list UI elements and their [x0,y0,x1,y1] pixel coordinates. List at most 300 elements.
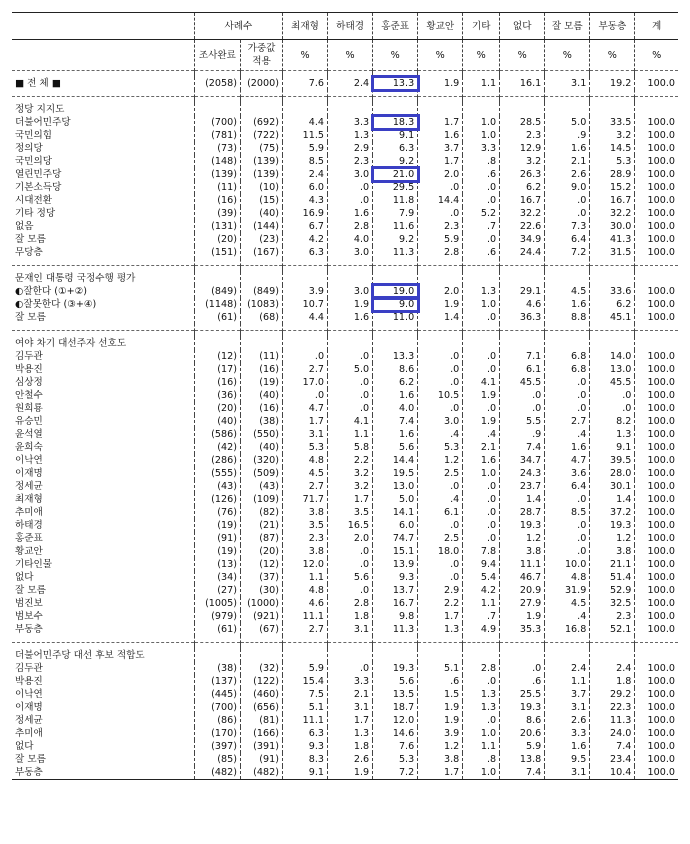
value-cell: .0 [463,519,500,532]
survey-count: (16) [194,194,240,207]
row-label: 범진보 [15,598,43,609]
value-cell: 14.4 [418,194,463,207]
value-cell: 8.6 [500,714,545,727]
value-cell: 5.6 [373,675,418,688]
value-cell: 5.3 [590,155,635,168]
row-label: 이재명 [15,468,43,479]
survey-count: (19) [194,545,240,558]
value-cell: 45.5 [590,376,635,389]
value-cell: 3.0 [418,415,463,428]
value-cell: 19.5 [373,467,418,480]
value-cell: 2.4 [328,77,373,90]
value-cell: .6 [463,168,500,181]
value-cell: 5.1 [282,701,327,714]
value-cell: 10.4 [590,766,635,780]
value-cell: 1.9 [463,389,500,402]
row-label: 범보수 [15,611,43,622]
value-cell: 19.3 [500,701,545,714]
value-cell: 13.3 [373,350,418,363]
value-cell: 33.5 [590,116,635,129]
value-cell: .0 [418,207,463,220]
survey-count: (397) [194,740,240,753]
survey-count: (13) [194,558,240,571]
value-cell: .0 [418,558,463,571]
value-cell: 26.3 [500,168,545,181]
value-cell: 100.0 [635,220,678,233]
value-cell: 14.0 [590,350,635,363]
section-title-row [12,649,678,662]
row-label: 유승민 [15,416,43,427]
survey-count: (86) [194,714,240,727]
value-cell: 3.3 [545,727,590,740]
value-cell: 4.8 [282,454,327,467]
weighted-count: (167) [240,246,282,259]
table-row [12,155,678,168]
value-cell: 5.4 [463,571,500,584]
weighted-count: (81) [240,714,282,727]
value-cell: 13.7 [373,584,418,597]
section-title-row [12,103,678,116]
value-cell: 4.9 [463,623,500,636]
value-cell: .0 [328,584,373,597]
value-cell: .9 [545,129,590,142]
table-row [12,727,678,740]
blank-cell [282,649,327,662]
value-cell: 1.1 [463,740,500,753]
value-cell: 100.0 [635,363,678,376]
value-cell: 4.3 [282,194,327,207]
value-cell: 100.0 [635,467,678,480]
value-cell: .0 [545,493,590,506]
value-cell: 1.0 [463,116,500,129]
table-row [12,714,678,727]
unit-header: % [418,40,463,71]
value-cell: 100.0 [635,285,678,298]
value-cell: 3.1 [545,701,590,714]
survey-count: (12) [194,350,240,363]
value-cell: 10.0 [545,558,590,571]
survey-count: (20) [194,233,240,246]
value-cell: 100.0 [635,597,678,610]
value-cell: 29.1 [500,285,545,298]
value-cell: .9 [500,428,545,441]
survey-count: (27) [194,584,240,597]
value-cell: 8.3 [282,753,327,766]
crosstab-table [12,12,678,780]
row-label: 안철수 [15,390,43,401]
survey-count: (39) [194,207,240,220]
blank-cell [328,272,373,285]
value-cell: 6.0 [373,519,418,532]
value-cell: .0 [463,181,500,194]
value-cell: .0 [418,571,463,584]
value-cell: 24.0 [590,727,635,740]
table-row [12,233,678,246]
survey-count: (482) [194,766,240,780]
value-cell: 12.0 [373,714,418,727]
survey-count: (1148) [194,298,240,311]
row-label: 추미애 [15,507,43,518]
survey-count: (781) [194,129,240,142]
value-cell: 14.4 [373,454,418,467]
value-cell: 14.1 [373,506,418,519]
value-cell: 2.6 [545,168,590,181]
section-title: 더불어민주당 대선 후보 적합도 [15,650,145,661]
weighted-count: (15) [240,194,282,207]
weighted-count: (2000) [240,77,282,90]
value-cell: 1.3 [590,428,635,441]
weighted-count: (692) [240,116,282,129]
blank-cell [463,272,500,285]
value-cell: 1.7 [328,714,373,727]
value-cell: 100.0 [635,142,678,155]
weighted-count: (139) [240,168,282,181]
table-row [12,389,678,402]
value-cell: 4.8 [545,571,590,584]
value-cell: 52.9 [590,584,635,597]
value-cell: 100.0 [635,246,678,259]
value-cell: .0 [282,389,327,402]
table-row [12,545,678,558]
survey-count: (1005) [194,597,240,610]
survey-count: (38) [194,662,240,675]
value-cell: 3.2 [328,480,373,493]
value-cell: 100.0 [635,558,678,571]
value-cell: 1.3 [328,727,373,740]
value-cell: 1.3 [463,285,500,298]
value-cell: 8.6 [373,363,418,376]
value-cell: 9.3 [373,571,418,584]
weighted-count: (82) [240,506,282,519]
survey-count: (61) [194,311,240,324]
table-row [12,415,678,428]
value-cell: 11.1 [282,714,327,727]
value-cell: 9.1 [373,129,418,142]
table-row [12,168,678,181]
weighted-count: (21) [240,519,282,532]
blank-cell [373,649,418,662]
table-row [12,220,678,233]
section-title: 정당 지지도 [15,104,65,115]
value-cell: 16.9 [282,207,327,220]
value-cell: 1.3 [463,701,500,714]
value-cell: 1.4 [418,311,463,324]
value-cell: .0 [328,545,373,558]
table-row [12,142,678,155]
value-cell: 1.8 [328,740,373,753]
row-label: 더불어민주당 [15,117,71,128]
value-cell: 1.7 [282,415,327,428]
case-count-header: 사례수 [194,13,282,40]
value-cell: 9.1 [590,441,635,454]
col-header: 없다 [500,13,545,40]
blank-cell [463,103,500,116]
value-cell: 14.5 [590,142,635,155]
value-cell: 100.0 [635,740,678,753]
survey-count: (34) [194,571,240,584]
survey-count: (43) [194,480,240,493]
value-cell: 2.2 [418,597,463,610]
value-cell: 7.4 [373,415,418,428]
value-cell: 2.1 [328,688,373,701]
value-cell: 9.2 [373,233,418,246]
value-cell: 3.1 [328,623,373,636]
value-cell: .0 [500,402,545,415]
value-cell: 11.6 [373,220,418,233]
table-row [12,623,678,636]
row-label: 무당층 [15,247,43,258]
value-cell: 100.0 [635,623,678,636]
value-cell: 28.0 [590,467,635,480]
table-row [12,688,678,701]
value-cell: 22.3 [590,701,635,714]
value-cell: 100.0 [635,688,678,701]
table-row [12,363,678,376]
value-cell: 2.4 [545,662,590,675]
value-cell: .0 [463,363,500,376]
value-cell: .0 [545,545,590,558]
unit-header: % [282,40,327,71]
value-cell: 3.2 [328,467,373,480]
value-cell: 3.5 [282,519,327,532]
weighted-count: (139) [240,155,282,168]
survey-count: (2058) [194,77,240,90]
value-cell: .0 [418,181,463,194]
value-cell: 35.3 [500,623,545,636]
row-label: ■ 전 체 ■ [15,78,61,89]
value-cell: 32.2 [500,207,545,220]
value-cell: 6.7 [282,220,327,233]
row-label: 정세균 [15,715,43,726]
survey-count: (137) [194,675,240,688]
value-cell: 1.6 [328,207,373,220]
value-cell: 10.7 [282,298,327,311]
value-cell: 11.1 [282,610,327,623]
weighted-count: (656) [240,701,282,714]
blank-cell [545,337,590,350]
value-cell: 16.8 [545,623,590,636]
value-cell: 16.5 [328,519,373,532]
value-cell: 3.9 [282,285,327,298]
blank-cell [500,337,545,350]
value-cell: 100.0 [635,233,678,246]
value-cell: 13.9 [373,558,418,571]
value-cell: 1.0 [463,467,500,480]
value-cell: .0 [328,558,373,571]
value-cell: .0 [463,402,500,415]
table-row [12,480,678,493]
highlighted-value-cell: 18.3 [373,116,418,129]
weighted-count: (10) [240,181,282,194]
value-cell: 11.3 [590,714,635,727]
value-cell: 3.1 [328,701,373,714]
blank-cell [545,272,590,285]
value-cell: 2.9 [418,584,463,597]
value-cell: 20.9 [500,584,545,597]
value-cell: 2.3 [328,155,373,168]
value-cell: .0 [590,402,635,415]
row-label: 윤석열 [15,429,43,440]
blank-cell [240,649,282,662]
value-cell: 13.0 [373,480,418,493]
value-cell: 11.5 [282,129,327,142]
survey-count: (61) [194,623,240,636]
survey-count: (42) [194,441,240,454]
blank-cell [418,103,463,116]
value-cell: 9.1 [282,766,327,780]
value-cell: 3.9 [418,727,463,740]
value-cell: 7.4 [500,766,545,780]
row-label: 정의당 [15,143,43,154]
value-cell: 9.8 [373,610,418,623]
row-label: 기타 정당 [15,208,56,219]
blank-cell [590,337,635,350]
value-cell: 3.3 [328,116,373,129]
value-cell: 1.8 [590,675,635,688]
weighted-count: (12) [240,558,282,571]
table-row [12,766,678,780]
weighted-count: (1000) [240,597,282,610]
row-label: 추미애 [15,728,43,739]
weighted-count: (19) [240,376,282,389]
value-cell: 24.4 [500,246,545,259]
weighted-count: (1083) [240,298,282,311]
value-cell: 1.2 [418,740,463,753]
value-cell: 1.9 [418,701,463,714]
table-row [12,116,678,129]
col-header: 하태경 [328,13,373,40]
value-cell: 9.4 [463,558,500,571]
value-cell: 100.0 [635,545,678,558]
value-cell: 100.0 [635,532,678,545]
value-cell: 6.2 [500,181,545,194]
value-cell: 31.9 [545,584,590,597]
value-cell: 1.7 [418,116,463,129]
blank-cell [545,103,590,116]
col-header: 홍준표 [373,13,418,40]
section-title: 여야 차기 대선주자 선호도 [15,338,127,349]
value-cell: 2.8 [328,597,373,610]
value-cell: 100.0 [635,701,678,714]
value-cell: .0 [463,506,500,519]
weighted-count: (460) [240,688,282,701]
value-cell: 6.1 [418,506,463,519]
row-label: 홍준표 [15,533,43,544]
value-cell: .4 [418,428,463,441]
value-cell: 1.1 [282,571,327,584]
value-cell: 39.5 [590,454,635,467]
value-cell: 100.0 [635,129,678,142]
table-row [12,675,678,688]
row-label: ◐잘못한다 (③+④) [15,299,97,310]
value-cell: 31.5 [590,246,635,259]
value-cell: 8.8 [545,311,590,324]
value-cell: 3.7 [545,688,590,701]
row-label: 국민의힘 [15,130,53,141]
value-cell: 30.0 [590,220,635,233]
value-cell: 1.7 [418,766,463,780]
value-cell: 6.2 [373,376,418,389]
blank-cell [635,337,678,350]
survey-count: (17) [194,363,240,376]
value-cell: 1.2 [500,532,545,545]
value-cell: 2.3 [282,532,327,545]
value-cell: .0 [545,376,590,389]
value-cell: 6.4 [545,480,590,493]
value-cell: .4 [418,493,463,506]
value-cell: 2.1 [545,155,590,168]
survey-count: (170) [194,727,240,740]
col-header: 잘 모름 [545,13,590,40]
value-cell: 5.0 [373,493,418,506]
value-cell: 1.1 [463,597,500,610]
value-cell: 28.5 [500,116,545,129]
value-cell: 10.5 [418,389,463,402]
value-cell: 1.7 [418,155,463,168]
table-row [12,571,678,584]
value-cell: .0 [328,376,373,389]
section-title-row [12,272,678,285]
value-cell: 100.0 [635,194,678,207]
table-row [12,376,678,389]
value-cell: 1.0 [463,129,500,142]
value-cell: 11.0 [373,311,418,324]
survey-count: (445) [194,688,240,701]
weighted-count: (43) [240,480,282,493]
value-cell: 100.0 [635,77,678,90]
survey-done-header: 조사완료 [194,40,240,71]
value-cell: 2.3 [418,220,463,233]
value-cell: .4 [463,428,500,441]
weighted-count: (849) [240,285,282,298]
value-cell: 45.1 [590,311,635,324]
table-row [12,285,678,298]
value-cell: 33.6 [590,285,635,298]
value-cell: 1.6 [418,129,463,142]
weighted-count: (40) [240,441,282,454]
value-cell: .0 [463,675,500,688]
value-cell: 6.3 [282,246,327,259]
value-cell: .0 [545,402,590,415]
header-row-1 [12,13,678,40]
value-cell: 6.2 [590,298,635,311]
row-label: 잘 모름 [15,585,46,596]
blank-cell [500,272,545,285]
value-cell: 74.7 [373,532,418,545]
value-cell: 4.5 [545,597,590,610]
value-cell: 1.9 [328,298,373,311]
value-cell: 5.5 [500,415,545,428]
table-row [12,506,678,519]
weighted-count: (166) [240,727,282,740]
value-cell: 100.0 [635,350,678,363]
value-cell: 5.6 [373,441,418,454]
weighted-count: (11) [240,350,282,363]
survey-count: (849) [194,285,240,298]
survey-count: (40) [194,415,240,428]
value-cell: 7.6 [373,740,418,753]
row-label: 이재명 [15,702,43,713]
table-row [12,402,678,415]
value-cell: 5.9 [418,233,463,246]
value-cell: 1.3 [463,688,500,701]
value-cell: 4.4 [282,311,327,324]
row-label: 박용진 [15,364,43,375]
survey-count: (151) [194,246,240,259]
value-cell: 15.2 [590,181,635,194]
survey-count: (700) [194,116,240,129]
value-cell: 6.8 [545,350,590,363]
